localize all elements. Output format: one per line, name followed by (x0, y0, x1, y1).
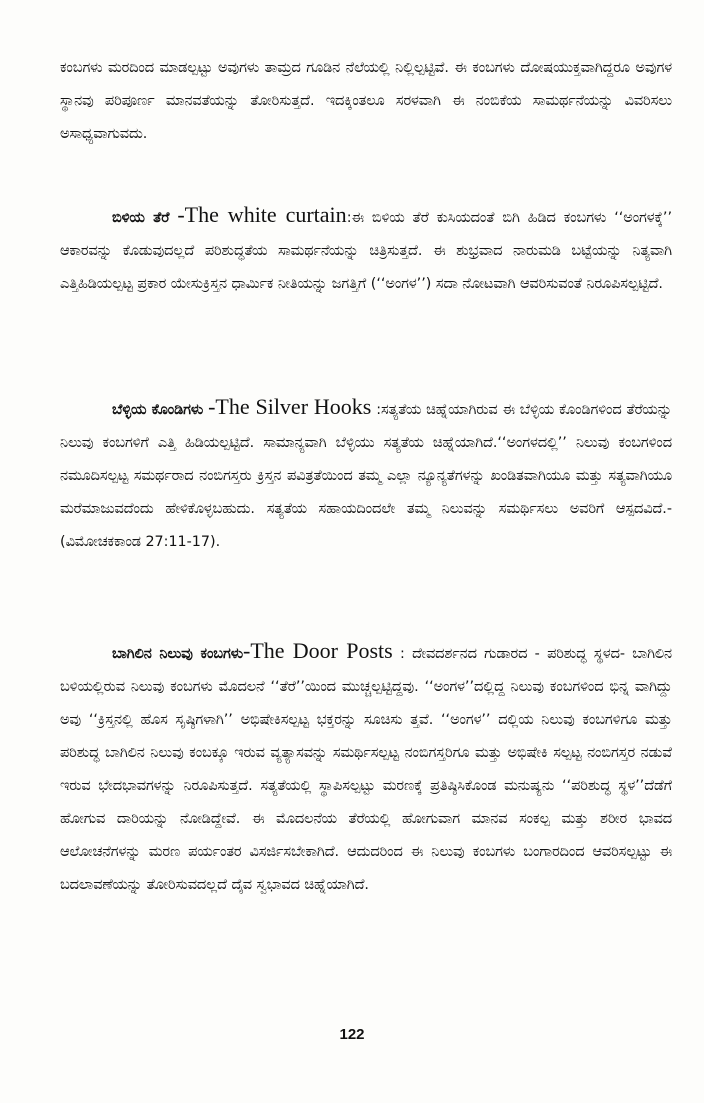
white-curtain-text: :ಈ ಬಿಳಿಯ ತೆರೆ ಕುಸಿಯದಂತೆ ಬಿಗಿ ಹಿಡಿದ ಕಂಬಗಳು ‘‘ಅಂಗಳಕ್ಕೆ’’ ಆಕಾರವನ್ನು ಕೊಡುವುದಲ್ಲದೆ ಪರಿಶುದ್ಧತೆಯ ಸಾಮರ್ಥನೆಯನ್ನು ಚಿತ್ರಿಸುತ್ತದೆ. ಈ ಶುಭ್ರವಾದ ನಾರುಮಡಿ ಬಟ್ಟೆಯನ್ನು ನಿತ್ಯವಾಗಿ ಎತ್ತಿಹಿಡಿಯಲ್ಪಟ್ಟ ಪ್ರಕಾರ ಯೇಸುಕ್ರಿಸ್ತನ ಧಾರ್ಮಿಕ ನೀತಿಯನ್ನು ಜಗತ್ತಿಗೆ (‘‘ಅಂಗಳ’’) ಸದಾ ನೋಟವಾಗಿ ಆವರಿಸುವಂತೆ ನಿರೂಪಿಸಲ್ಪಟ್ಟಿದೆ. (60, 210, 672, 292)
silver-hooks-heading: ಬೆಳ್ಳಿಯ ಕೊಂಡಿಗಳು (112, 402, 204, 418)
paragraph-silver-hooks (60, 390, 672, 559)
paragraph-white-curtain (60, 198, 672, 301)
paragraph-intro-text: ಕಂಬಗಳು ಮರದಿಂದ ಮಾಡಲ್ಪಟ್ಟು ಅವುಗಳು ತಾಮ್ರದ ಗೂಡಿನ ನೆಲೆಯಲ್ಲಿ ನಿಲ್ಲಿಲ್ಪಟ್ಟಿವೆ. ಈ ಕಂಬಗಳು ದೋಷಯುಕ್ತವಾಗಿದ್ದರೂ ಅವುಗಳ ಸ್ಥಾನವು ಪರಿಪೂರ್ಣ ಮಾನವತೆಯನ್ನು ತೋರಿಸುತ್ತದೆ. ಇದಕ್ಕಿಂತಲೂ ಸರಳವಾಗಿ ಈ ನಂಬಿಕೆಯ ಸಾಮರ್ಥನೆಯನ್ನು ವಿವರಿಸಲು ಅಸಾಧ್ಯವಾಗುವದು. (60, 60, 672, 142)
paragraph-intro (60, 52, 672, 151)
white-curtain-english-heading: -The white curtain (177, 202, 347, 227)
silver-hooks-english-heading: -The Silver Hooks (208, 394, 372, 419)
page-number: 122 (339, 1026, 365, 1043)
silver-hooks-text: :ಸತ್ಯತೆಯ ಚಿಹ್ನೆಯಾಗಿರುವ ಈ ಬೆಳ್ಳಿಯ ಕೊಂಡಿಗಳಿಂದ ತೆರೆಯನ್ನು ನಿಲುವು ಕಂಬಗಳಿಗೆ ಎತ್ತಿ ಹಿಡಿಯಲ್ಪಟ್ಟಿದೆ. ಸಾಮಾನ್ಯವಾಗಿ ಬೆಳ್ಳಿಯು ಸತ್ಯತೆಯ ಚಿಹ್ನೆಯಾಗಿದೆ.‘‘ಅಂಗಳದಲ್ಲಿ’’ ನಿಲುವು ಕಂಬಗಳಿಂದ ನಮೂದಿಸಲ್ಪಟ್ಟ ಸಮರ್ಥರಾದ ನಂಬಿಗಸ್ತರು ಕ್ರಿಸ್ತನ ಪವಿತ್ರತೆಯಿಂದ ತಮ್ಮ ಎಲ್ಲಾ ನ್ಯೂನ್ಯತೆಗಳನ್ನು ಖಂಡಿತವಾಗಿಯೂ ಮತ್ತು ಸತ್ಯವಾಗಿಯೂ ಮರೆಮಾಜುವದೆಂದು ಹೇಳಿಕೊಳ್ಳಬಹುದು. ಸತ್ಯತೆಯ ಸಹಾಯದಿಂದಲೇ ತಮ್ಮ ನಿಲುವನ್ನು ಸಮರ್ಥಿಸಲು ಅವರಿಗೆ ಆಸ್ಪದವಿದೆ.- (ವಿಮೋಚಕಕಾಂಡ 27:11-17). (60, 402, 673, 550)
door-posts-english-heading: -The Door Posts (243, 638, 393, 663)
door-posts-text: : ದೇವದರ್ಶನದ ಗುಡಾರದ - ಪರಿಶುದ್ಧ ಸ್ಥಳದ- ಬಾಗಿಲಿನ ಬಳಿಯಲ್ಲಿರುವ ನಿಲುವು ಕಂಬಗಳು ಮೊದಲನೆ ‘‘ತೆರೆ’’ಯಿಂದ ಮುಚ್ಚಲ್ಪಟ್ಟಿದ್ದವು. ‘‘ಅಂಗಳ’’ದಲ್ಲಿದ್ದ ನಿಲುವು ಕಂಬಗಳಿಂದ ಭಿನ್ನ ವಾಗಿದ್ದು ಅವು ‘‘ಕ್ರಿಸ್ತನಲ್ಲಿ ಹೊಸ ಸೃಷ್ಠಿಗಳಾಗಿ’’ ಅಭಿಷೇಕಿಸಲ್ಪಟ್ಟ ಭಕ್ತರನ್ನು ಸೂಚಿಸು ತ್ತವೆ. ‘‘ಅಂಗಳ’’ ದಲ್ಲಿಯ ನಿಲುವು ಕಂಬಗಳಿಗೂ ಮತ್ತು ಪರಿಶುದ್ಧ ಬಾಗಿಲಿನ ನಿಲುವು ಕಂಬಕ್ಕೂ ಇರುವ ವ್ಯತ್ಯಾಸವನ್ನು ಸಮರ್ಥಿಸಲ್ಪಟ್ಟ ನಂಬಿಗಸ್ತರಿಗೂ ಮತ್ತು ಅಭಿಷೇಕಿ ಸಲ್ಪಟ್ಟ ನಂಬಿಗಸ್ತರ ನಡುವೆ ಇರುವ ಭೇದಭಾವಗಳನ್ನು ನಿರೂಪಿಸುತ್ತದೆ. ಸತ್ಯತೆಯಲ್ಲಿ ಸ್ಥಾಪಿಸಲ್ಪಟ್ಟು ಮರಣಕ್ಕೆ ಪ್ರತಿಷ್ಠಿಸಿಕೊಂಡ ಮನುಷ್ಯನು ‘‘ಪರಿಶುದ್ಧ ಸ್ಥಳ’’ದೆಡೆಗೆ ಹೋಗುವ ದಾರಿಯನ್ನು ನೋಡಿದ್ದೇವೆ. ಈ ಮೊದಲನೆಯ ತೆರೆಯಲ್ಲಿ ಹೋಗುವಾಗ ಮಾನವ ಸಂಕಲ್ಪ ಮತ್ತು ಶರೀರ ಭಾವದ ಆಲೋಚನೆಗಳನ್ನು ಮರಣ ಪರ್ಯಂತರ ವಿಸರ್ಜಿಸಬೇಕಾಗಿದೆ. ಆದುದರಿಂದ ಈ ನಿಲುವು ಕಂಬಗಳು ಬಂಗಾರದಿಂದ ಆವರಿಸಲ್ಪಟ್ಟು ಈ ಬದಲಾವಣೆಯನ್ನು ತೋರಿಸುವದಲ್ಲದೆ ದೈವ ಸ್ವಭಾವದ ಚಿಹ್ನೆಯಾಗಿದೆ. (60, 646, 672, 893)
paragraph-door-posts (60, 634, 672, 902)
door-posts-heading: ಬಾಗಿಲಿನ ನಿಲುವು ಕಂಬಗಳು (112, 646, 244, 662)
white-curtain-heading: ಬಿಳಿಯ ತೆರೆ (112, 210, 170, 226)
